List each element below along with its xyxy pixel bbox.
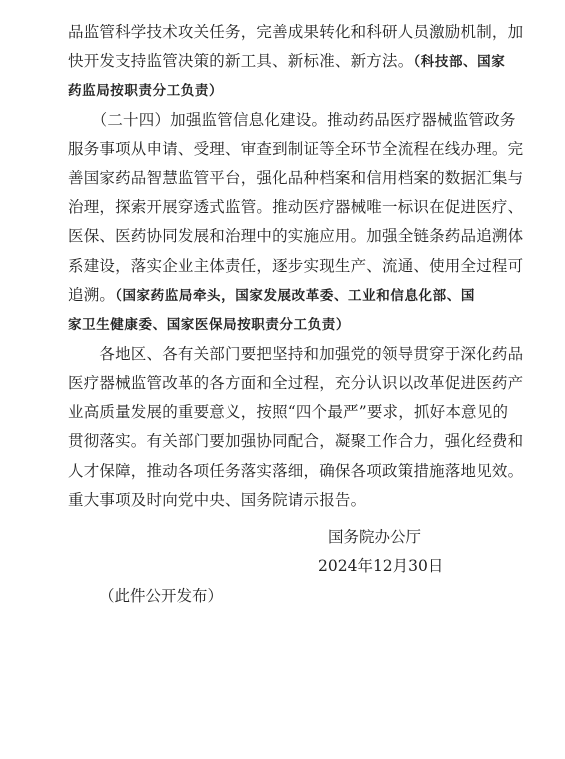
body-line xyxy=(68,490,366,510)
body-line-text: 医疗器械监管改革的各方面和全过程，充分认识以改革促进医药产 xyxy=(68,374,524,392)
body-line-text: 服务事项从申请、受理、审查到制证等全环节全流程在线办理。完 xyxy=(68,140,524,158)
body-line xyxy=(68,344,523,364)
body-line xyxy=(68,461,523,481)
body-line-text: 快开发支持监管决策的新工具、新标准、新方法。 xyxy=(68,52,414,70)
responsibility-note: 家卫生健康委、国家医保局按职责分工负责） xyxy=(68,317,350,333)
body-line-text: 医保、医药协同发展和治理中的实施应用。加强全链条药品追溯体 xyxy=(68,227,524,245)
body-line xyxy=(68,314,350,335)
body-line-text: 各地区、各有关部门要把坚持和加强党的领导贯穿于深化药品 xyxy=(68,345,524,363)
body-line xyxy=(68,402,508,422)
body-line xyxy=(68,285,475,306)
responsibility-note: （国家药监局牵头，国家发展改革委、工业和信息化部、国 xyxy=(115,288,475,304)
body-line xyxy=(68,139,523,159)
publish-note: （此件公开发布） xyxy=(99,587,224,605)
body-line xyxy=(68,22,523,42)
responsibility-note: 药监局按职责分工负责） xyxy=(68,83,224,99)
body-line-text: 追溯。 xyxy=(68,286,116,304)
issue-date: 2024年12月30日 xyxy=(318,557,444,575)
responsibility-note: （科技部、国家 xyxy=(413,54,506,70)
issuing-office: 国务院办公厅 xyxy=(328,528,422,546)
body-line-text: 贯彻落实。有关部门要加强协同配合，凝聚工作合力，强化经费和 xyxy=(68,432,524,450)
body-line xyxy=(68,110,516,130)
body-line-text: 治理，探索开展穿透式监管。推动医疗器械唯一标识在促进医疗、 xyxy=(68,198,524,216)
body-line-text: 善国家药品智慧监管平台，强化品种档案和信用档案的数据汇集与 xyxy=(68,169,524,187)
body-line xyxy=(68,168,523,188)
body-line xyxy=(68,51,505,72)
body-line xyxy=(68,256,523,276)
body-line-text: （二十四）加强监管信息化建设。推动药品医疗器械监管政务 xyxy=(68,111,516,129)
body-line-text: 品监管科学技术攻关任务，完善成果转化和科研人员激励机制，加 xyxy=(68,23,524,41)
body-line xyxy=(68,373,523,393)
body-line-text: 业高质量发展的重要意义，按照“四个最严”要求，抓好本意见的 xyxy=(68,403,509,421)
body-line xyxy=(68,80,223,101)
body-line-text: 人才保障，推动各项任务落实落细，确保各项政策措施落地见效。 xyxy=(68,462,524,480)
body-line-text: 重大事项及时向党中央、国务院请示报告。 xyxy=(68,491,367,509)
body-line xyxy=(68,197,523,217)
body-line xyxy=(68,431,523,451)
body-line xyxy=(68,226,523,246)
body-line-text: 系建设，落实企业主体责任，逐步实现生产、流通、使用全过程可 xyxy=(68,257,524,275)
